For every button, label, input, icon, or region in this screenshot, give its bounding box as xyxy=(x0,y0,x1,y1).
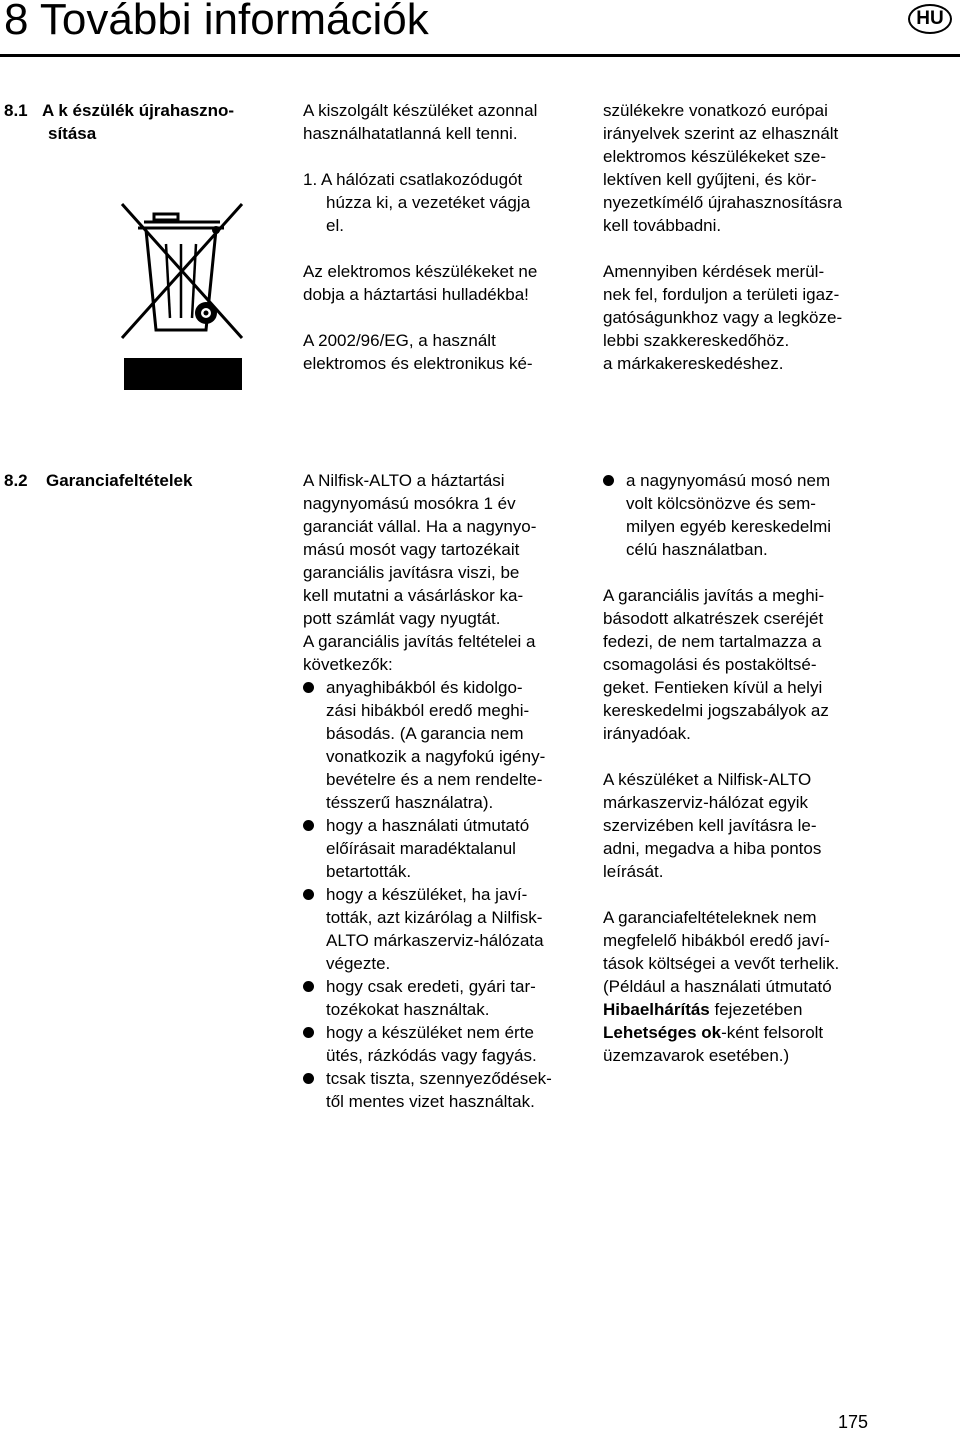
warranty-conditions-list xyxy=(303,676,593,1113)
warranty-intro: A Nilfisk-ALTO a háztartási nagynyomású mosókra 1 év garanciát vállal. Ha a nagynyo- mású mosót vagy tartozékait garanciális javításra viszi, be kell mutatni a vásárláskor ka- pott számlát vagy nyugtát. A garanciális javítás feltételei a következők: xyxy=(303,471,537,674)
bullet-icon xyxy=(603,475,614,486)
list-item: tcsak tiszta, szennyeződések- től mentes vizet használtak. xyxy=(303,1067,593,1113)
language-badge: HU xyxy=(908,4,952,34)
bullet-icon xyxy=(303,820,314,831)
section-number-8-2: 8.2 xyxy=(4,471,28,490)
costs-paragraph: A garanciafeltételeknek nem megfelelő hibákból eredő javí- tások költségei a vevőt terhelik. (Például a használati útmutató Hibaelhárítás fejezetében Lehetséges ok-ként felsorolt üzemzavarok esetében.) xyxy=(603,908,840,1065)
list-item: hogy a készüléket nem érte ütés, rázkódás vagy fagyás. xyxy=(303,1021,593,1067)
section-8-2-column-2 xyxy=(603,469,903,1067)
page-number: 175 xyxy=(838,1412,869,1432)
list-item: anyaghibákból és kidolgo- zási hibákból eredő meghi- básodás. (A garancia nem vonatkozik a nagyfokú igény- bevételre és a nem rendelte- tésszerű használatra). xyxy=(303,676,593,814)
weee-bin-icon xyxy=(118,200,246,392)
bullet-icon xyxy=(303,889,314,900)
list-item: hogy a használati útmutató előírásait maradéktalanul betartották. xyxy=(303,814,593,883)
section-number-8-1: 8.1 xyxy=(4,101,28,120)
list-item: a nagynyomású mosó nem volt kölcsönözve és sem- milyen egyéb kereskedelmi célú használatban. xyxy=(603,469,903,561)
bullet-icon xyxy=(303,1027,314,1038)
bullet-icon xyxy=(303,981,314,992)
warranty-coverage-paragraph: A garanciális javítás a meghi- básodott alkatrészek cseréjét fedezi, de nem tartalmazza a csomagolási és postaköltsé- geket. Fentieken kívül a helyi kereskedelmi jogszabályok az irányadóak. xyxy=(603,586,829,743)
header-rule xyxy=(0,54,960,57)
section-8-2-column-1 xyxy=(303,469,593,1113)
section-8-1-column-2: szülékekre vonatkozó európai irányelvek szerint az elhasznált elektromos készülékeket sze- lektíven kell gyűjteni, és kör- nyezetkímélő újrahasznosításra kell továbbadni. Amennyiben kérdések merül- nek fel, forduljon a területi igaz- gatóságunkhoz vagy a legköze- lebbi szakkereskedőhöz. a márkakereskedéshez. xyxy=(603,101,843,373)
list-item: hogy a készüléket, ha javí- tották, azt kizárólag a Nilfisk- ALTO márkaszerviz-hálózata végezte. xyxy=(303,883,593,975)
service-network-paragraph: A készüléket a Nilfisk-ALTO márkaszerviz-hálózat egyik szervizében kell javításra le- adni, megadva a hiba pontos leírását. xyxy=(603,770,822,881)
section-title-8-2: Garanciafeltételek xyxy=(46,471,193,490)
list-item: hogy csak eredeti, gyári tar- tozékokat használtak. xyxy=(303,975,593,1021)
bullet-icon xyxy=(303,1073,314,1084)
chapter-title: 8 További információk xyxy=(4,0,429,44)
warranty-conditions-list-continued xyxy=(603,469,903,561)
section-title-8-1: A k észülék újrahaszno- sítása xyxy=(42,101,235,143)
possible-cause-reference: Lehetséges ok xyxy=(603,1023,722,1042)
section-8-1-column-1: A kiszolgált készüléket azonnal használhatatlanná kell tenni. 1. A hálózati csatlakozódugót húzza ki, a vezetéket vágja el. Az elektromos készülékeket ne dobja a háztartási hulladékba! A 2002/96/EG, a használt elektromos és elektronikus ké- xyxy=(303,101,538,373)
troubleshooting-reference: Hibaelhárítás xyxy=(603,1000,710,1019)
bullet-icon xyxy=(303,682,314,693)
